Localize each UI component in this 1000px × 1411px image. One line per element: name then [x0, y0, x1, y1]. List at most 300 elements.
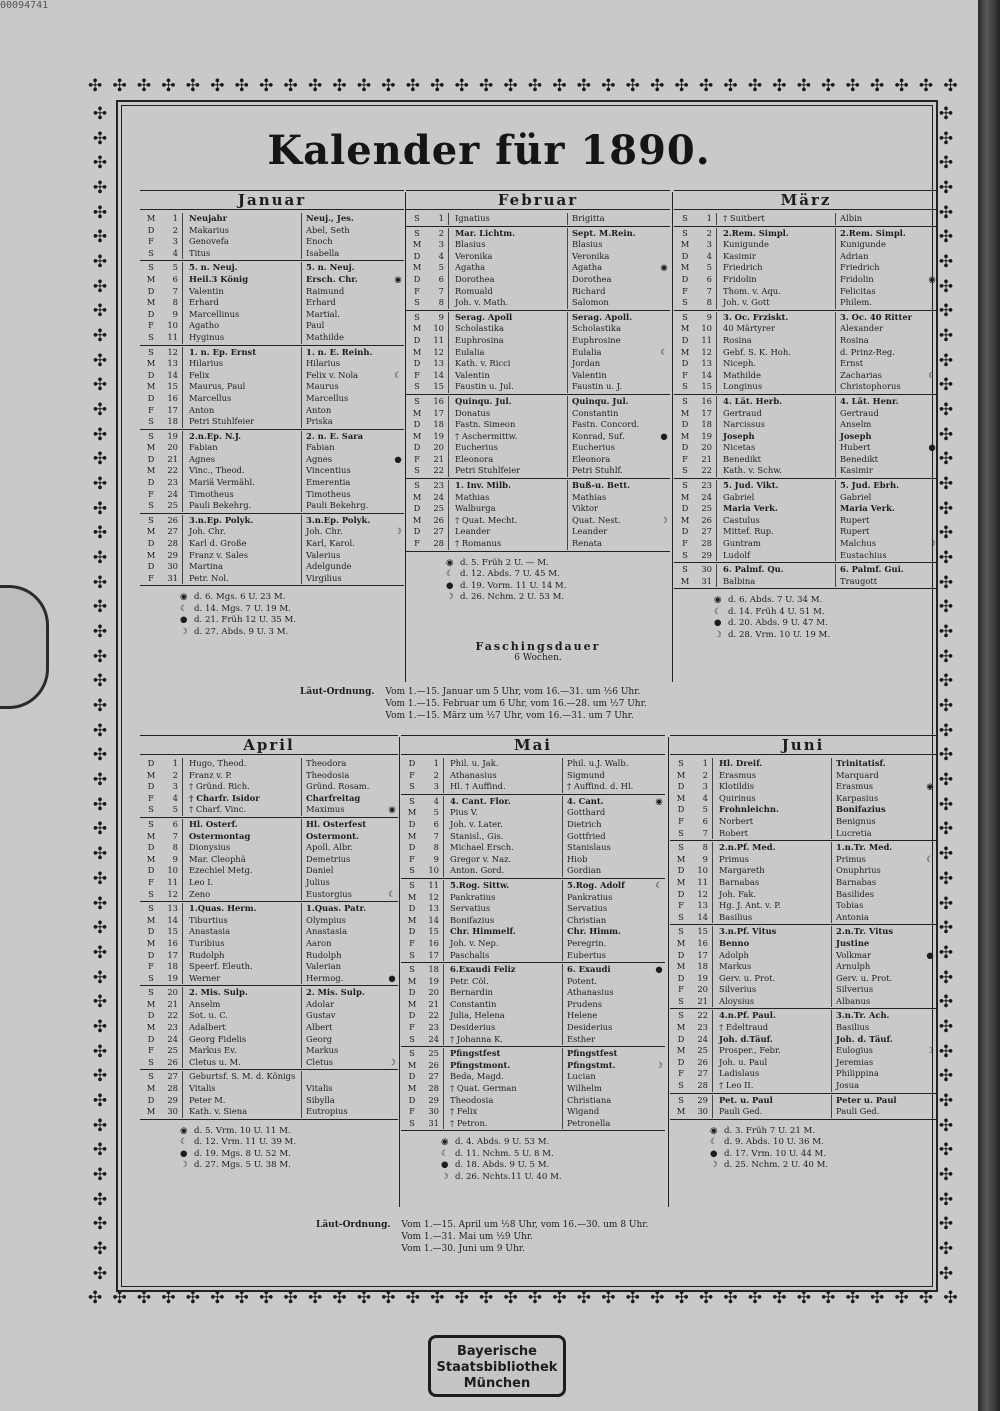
ornament-glyph: ✣	[938, 671, 954, 692]
ornament-glyph: ✣	[92, 474, 108, 495]
weekday-letter: M	[412, 407, 422, 418]
day-number: 12	[423, 892, 444, 904]
day-row	[406, 503, 670, 515]
ornament-glyph: ✣	[938, 868, 954, 889]
catholic-saint: Stanisl., Gis.	[450, 830, 504, 841]
day-row	[140, 915, 398, 927]
weekday-letter: D	[408, 1010, 416, 1021]
ornament-glyph: ✣	[894, 76, 909, 96]
ornament-glyph: ✣	[938, 893, 954, 914]
ornament-glyph: ✣	[938, 326, 954, 347]
day-row	[140, 1095, 398, 1107]
moon-phase-icon: ☾	[446, 569, 454, 580]
day-row	[674, 454, 938, 466]
protestant-saint: Hl. Osterfest	[301, 819, 386, 831]
ornament-glyph: ✣	[210, 76, 225, 96]
protestant-saint: Trinitatisf.	[831, 758, 924, 770]
column-divider	[668, 737, 669, 1207]
week-block	[406, 212, 670, 227]
ornament-glyph: ✣	[92, 720, 108, 741]
moon-phase-icon	[386, 915, 398, 927]
catholic-saint: Valentin	[189, 285, 224, 296]
ornament-glyph: ✣	[938, 1263, 954, 1284]
protestant-saint: Christophorus	[835, 381, 926, 393]
protestant-saint: Benignus	[831, 816, 924, 828]
protestant-saint: Justine	[831, 938, 924, 950]
day-row	[670, 877, 936, 889]
catholic-saint: 5. Jud. Vikt.	[723, 480, 779, 491]
day-number: 17	[423, 950, 444, 962]
weekday-letter: S	[678, 827, 684, 838]
day-number: 9	[162, 309, 183, 321]
ornament-glyph: ✣	[503, 1288, 518, 1308]
moon-phase-icon	[924, 1080, 936, 1092]
ornament-glyph: ✣	[430, 76, 445, 96]
weekday-letter: M	[146, 830, 156, 841]
catholic-saint: Aloysius	[719, 995, 755, 1006]
day-row	[670, 1057, 936, 1069]
ornament-glyph: ✣	[527, 1288, 543, 1308]
protestant-saint: 5. Jud. Ebrh.	[835, 480, 926, 492]
catholic-saint: Makarius	[189, 224, 230, 235]
catholic-saint: Speerf. Eleuth.	[189, 961, 253, 972]
day-row	[401, 807, 665, 819]
weekday-letter: D	[677, 781, 685, 792]
day-row	[670, 804, 936, 816]
day-row	[401, 770, 665, 782]
weekday-letter: S	[678, 911, 684, 922]
catholic-saint: 2.n.Pf. Med.	[719, 842, 776, 853]
moon-phase-icon	[653, 938, 665, 950]
protestant-saint: Enoch	[301, 236, 392, 248]
day-number: 25	[692, 1045, 713, 1057]
weekday-letter: M	[676, 937, 686, 948]
day-row	[670, 1010, 936, 1022]
day-number: 1	[692, 758, 713, 770]
moon-phase-icon	[658, 358, 670, 370]
catholic-saint: Fabian	[189, 442, 218, 453]
ornament-glyph: ✣	[938, 375, 954, 396]
day-number: 12	[162, 347, 183, 359]
weekday-letter: S	[148, 430, 154, 441]
day-row	[674, 408, 938, 420]
ornament-glyph: ✣	[938, 1041, 954, 1062]
catholic-saint: Hyginus	[189, 331, 225, 342]
catholic-saint: Marcellus	[189, 392, 232, 403]
day-number: 18	[692, 961, 713, 973]
moon-phase-icon	[926, 213, 938, 225]
ornament-glyph: ✣	[938, 128, 954, 149]
protestant-saint: Antonia	[831, 912, 924, 924]
moon-phase-time: d. 20. Abds. 9 U. 47 M.	[728, 618, 828, 629]
catholic-saint: Pfingstfest	[450, 1048, 501, 1059]
day-number: 26	[428, 515, 449, 527]
moon-phase-icon: ◉	[714, 595, 722, 606]
day-number: 8	[428, 297, 449, 309]
day-row	[140, 489, 404, 501]
ornament-glyph: ✣	[601, 76, 616, 96]
catholic-saint: Anton. Gord.	[450, 865, 505, 876]
catholic-saint: Faustin u. Jul.	[455, 381, 514, 392]
catholic-saint: † Charf. Vinc.	[189, 804, 247, 815]
moon-phase-icon	[658, 480, 670, 492]
catholic-saint: 2.n.Ep. N.J.	[189, 430, 242, 441]
day-row	[401, 854, 665, 866]
day-row	[140, 320, 404, 332]
moon-phase-icon: ☽	[926, 1045, 934, 1056]
catholic-saint: Agnes	[189, 453, 216, 464]
moon-phase-icon	[658, 454, 670, 466]
moon-phase-icon	[926, 419, 938, 431]
day-row	[674, 286, 938, 298]
protestant-saint: 4. Cant.	[562, 796, 653, 808]
catholic-saint: Petr. Nol.	[189, 572, 229, 583]
weekday-letter: S	[682, 381, 688, 392]
weekday-letter: S	[414, 213, 420, 223]
day-number: 28	[162, 1083, 183, 1095]
moon-phase-icon	[386, 831, 398, 843]
protestant-saint: 6. Exaudi	[562, 964, 653, 976]
weekday-letter: M	[680, 407, 690, 418]
week-block	[140, 1070, 398, 1119]
ornament-glyph: ✣	[938, 178, 954, 199]
catholic-saint: Vinc., Theod.	[189, 465, 245, 476]
week-block	[674, 212, 938, 227]
catholic-saint: Chr. Himmelf.	[450, 926, 516, 937]
protestant-saint: Wigand	[562, 1106, 653, 1118]
weekday-letter: S	[409, 964, 415, 975]
week-block	[406, 395, 670, 479]
day-row	[140, 877, 398, 889]
protestant-saint: Eulalia	[567, 347, 658, 359]
catholic-saint: Geburtsf. S. M. d. Königs	[189, 1071, 296, 1082]
day-number: 18	[162, 416, 183, 428]
moon-phase-icon	[658, 239, 670, 251]
ornament-glyph: ✣	[92, 745, 108, 766]
day-number: 21	[428, 454, 449, 466]
moon-phase-icon	[386, 1071, 398, 1083]
ornament-glyph: ✣	[938, 646, 954, 667]
ornament-glyph: ✣	[938, 104, 954, 124]
day-number: 24	[162, 489, 183, 501]
day-number: 22	[692, 1010, 713, 1022]
catholic-saint: 2.Rem. Simpl.	[723, 227, 789, 238]
ornament-glyph: ✣	[938, 227, 954, 248]
day-number: 16	[428, 396, 449, 408]
day-row	[140, 500, 404, 512]
day-number: 7	[428, 286, 449, 298]
catholic-saint: Anastasia	[189, 926, 231, 937]
protestant-saint: Fridolin	[835, 274, 926, 286]
weekday-letter: M	[146, 853, 156, 864]
weekday-letter: M	[407, 975, 417, 986]
catholic-saint: Mar. Cleophä	[189, 853, 246, 864]
day-number: 17	[428, 408, 449, 420]
day-row	[406, 370, 670, 382]
weekday-letter: D	[681, 442, 689, 453]
protestant-saint: Priska	[301, 416, 392, 428]
moon-phase-icon	[386, 938, 398, 950]
moon-phase-icon	[653, 807, 665, 819]
moon-phase-icon: ●	[660, 430, 668, 441]
protestant-saint: Gerv. u. Prot.	[831, 973, 924, 985]
moon-phase-icon	[658, 442, 670, 454]
protestant-saint: Theodora	[301, 758, 386, 770]
day-number: 31	[423, 1118, 444, 1130]
month-block-februar	[406, 190, 670, 604]
protestant-saint: Eustorgius	[301, 889, 386, 901]
catholic-saint: Franz v. Sales	[189, 549, 248, 560]
day-row	[674, 492, 938, 504]
catholic-saint: Fastn. Simeon	[455, 419, 516, 430]
protestant-saint: Salomon	[567, 297, 658, 309]
protestant-saint: Petronella	[562, 1118, 653, 1130]
weekday-letter: D	[408, 842, 416, 853]
ornament-glyph: ✣	[454, 1288, 469, 1308]
protestant-saint: Quat. Nest.	[567, 515, 658, 527]
day-row	[670, 973, 936, 985]
moon-phase-icon	[653, 865, 665, 877]
moon-phase-icon	[386, 987, 398, 999]
weekday-letter: S	[682, 480, 688, 491]
ornament-glyph: ✣	[112, 1288, 127, 1308]
month-name: April	[140, 735, 398, 755]
protestant-saint: Pfingstfest	[562, 1048, 653, 1060]
catholic-saint: Joh. v. Later.	[450, 818, 503, 829]
catholic-saint: Erasmus	[719, 769, 757, 780]
moon-phase-row	[180, 592, 404, 604]
weekday-letter: S	[682, 297, 688, 308]
day-number: 2	[692, 770, 713, 782]
protestant-saint: Mathilde	[301, 332, 392, 344]
day-number: 28	[162, 538, 183, 550]
weekday-letter: M	[412, 346, 422, 357]
protestant-saint: Aaron	[301, 938, 386, 950]
moon-phase-icon: ☽	[180, 1160, 188, 1171]
protestant-saint: Petri Stuhlf.	[567, 465, 658, 477]
catholic-saint: Pfingstmont.	[450, 1059, 511, 1070]
catholic-saint: 5. n. Neuj.	[189, 262, 238, 273]
day-number: 17	[692, 950, 713, 962]
page-title: Kalender für 1890.	[267, 127, 711, 174]
moon-phase-icon	[653, 770, 665, 782]
ornament-glyph: ✣	[92, 1238, 108, 1259]
moon-phase-icon	[924, 912, 936, 924]
weekday-letter: D	[681, 250, 689, 261]
protestant-saint: Charfreitag	[301, 793, 386, 805]
day-row	[140, 526, 404, 538]
catholic-saint: 6.Exaudi Feliz	[450, 964, 516, 975]
moon-phase-icon: ●	[926, 949, 934, 960]
day-number: 5	[162, 804, 183, 816]
weekday-letter: D	[408, 1071, 416, 1082]
catholic-saint: 4. Lät. Herb.	[723, 395, 783, 406]
moon-phase-time: d. 14. Mgs. 7 U. 19 M.	[194, 603, 291, 614]
weekday-letter: D	[147, 1094, 155, 1105]
catholic-saint: Mar. Lichtm.	[455, 227, 516, 238]
day-row	[140, 854, 398, 866]
week-block	[401, 1047, 665, 1131]
day-row	[401, 1071, 665, 1083]
moon-phase-icon	[926, 335, 938, 347]
day-row	[674, 442, 938, 454]
ornament-glyph: ✣	[870, 76, 885, 96]
day-row	[674, 213, 938, 225]
day-number: 8	[696, 297, 717, 309]
ornament-glyph: ✣	[92, 400, 108, 421]
ornament-glyph: ✣	[185, 1288, 200, 1308]
day-row	[140, 1034, 398, 1046]
weekday-letter: S	[148, 888, 154, 899]
day-row	[406, 286, 670, 298]
ornament-glyph: ✣	[92, 301, 108, 322]
ornament-glyph: ✣	[307, 1288, 323, 1308]
day-row	[401, 1095, 665, 1107]
day-row	[670, 961, 936, 973]
ornament-border-left	[90, 104, 110, 1284]
catholic-saint: 4. Cant. Flor.	[450, 795, 511, 806]
catholic-saint: Kasimir	[723, 250, 756, 261]
day-number: 26	[692, 1057, 713, 1069]
day-number: 6	[692, 816, 713, 828]
protestant-saint: Adrian	[835, 251, 926, 263]
ornament-glyph: ✣	[796, 76, 811, 96]
ornament-glyph: ✣	[259, 76, 274, 96]
week-block	[401, 795, 665, 879]
day-number: 17	[696, 408, 717, 420]
day-row	[406, 239, 670, 251]
moon-phase-icon	[924, 900, 936, 912]
catholic-saint: Neujahr	[189, 213, 228, 223]
ornament-glyph: ✣	[552, 1288, 567, 1308]
day-row	[406, 381, 670, 393]
catholic-saint: Titus	[189, 247, 211, 258]
weekday-letter: D	[408, 926, 416, 937]
moon-phase-icon	[386, 926, 398, 938]
day-row	[140, 865, 398, 877]
protestant-saint: Eubertus	[562, 950, 653, 962]
catholic-saint: Kath. v. Ricci	[455, 358, 511, 369]
day-row	[140, 393, 404, 405]
day-row	[401, 987, 665, 999]
day-row	[674, 239, 938, 251]
moon-phase-icon: ●	[710, 1148, 718, 1159]
weekday-letter: S	[409, 1117, 415, 1128]
day-number: 3	[162, 236, 183, 248]
moon-phase-icon	[392, 225, 404, 237]
catholic-saint: Karl d. Große	[189, 538, 247, 549]
moon-phase-icon	[926, 396, 938, 408]
day-row	[140, 477, 404, 489]
day-number: 14	[162, 370, 183, 382]
day-number: 12	[162, 889, 183, 901]
moon-phase-icon	[658, 251, 670, 263]
catholic-saint: Quirinus	[719, 792, 756, 803]
ornament-glyph: ✣	[845, 1288, 860, 1308]
protestant-saint: Gründ. Rosam.	[301, 781, 386, 793]
ornament-glyph: ✣	[92, 597, 108, 618]
catholic-saint: † Johanna K.	[450, 1033, 503, 1044]
day-row	[670, 758, 936, 770]
ornament-glyph: ✣	[92, 1189, 108, 1210]
protestant-saint: 2. Mis. Sulp.	[301, 987, 386, 999]
day-row	[140, 950, 398, 962]
moon-phase-icon	[653, 999, 665, 1011]
moon-phase-icon	[658, 228, 670, 240]
catholic-saint: Gerv. u. Prot.	[719, 972, 776, 983]
weekday-letter: M	[146, 465, 156, 476]
day-number: 5	[162, 262, 183, 274]
moon-phase-icon	[386, 1022, 398, 1034]
protestant-saint: Christiana	[562, 1095, 653, 1107]
protestant-saint: Agatha	[567, 262, 658, 274]
protestant-saint: Leander	[567, 526, 658, 538]
day-row	[140, 793, 398, 805]
protestant-saint: Rudolph	[301, 950, 386, 962]
protestant-saint: Fabian	[301, 442, 392, 454]
weekday-letter: S	[148, 247, 154, 258]
ornament-glyph: ✣	[92, 498, 108, 519]
catholic-saint: Gebf. S. K. Hoh.	[723, 346, 791, 357]
ornament-glyph: ✣	[92, 104, 108, 124]
ornament-glyph: ✣	[92, 375, 108, 396]
ornament-glyph: ✣	[938, 548, 954, 569]
moon-phase-row	[441, 1172, 665, 1184]
ornament-glyph: ✣	[92, 646, 108, 667]
ornament-glyph: ✣	[92, 202, 108, 223]
catholic-saint: Theodosia	[450, 1094, 494, 1105]
moon-phase-icon: ◉	[928, 273, 936, 284]
catholic-saint: Mittef. Rup.	[723, 526, 774, 537]
catholic-saint: Constantin	[450, 998, 497, 1009]
day-number: 27	[162, 1071, 183, 1083]
day-row	[406, 442, 670, 454]
weekday-letter: M	[407, 998, 417, 1009]
moon-phase-icon	[658, 297, 670, 309]
week-block	[140, 261, 404, 345]
day-number: 16	[162, 393, 183, 405]
protestant-saint: Arnulph	[831, 961, 924, 973]
day-row	[670, 854, 936, 866]
day-number: 30	[162, 1106, 183, 1118]
catholic-saint: † Charfr. Isidor	[189, 792, 260, 803]
day-row	[670, 938, 936, 950]
protestant-saint: Karl, Karol.	[301, 538, 392, 550]
ornament-glyph: ✣	[747, 1288, 763, 1308]
day-number: 15	[696, 381, 717, 393]
weekday-letter: S	[409, 865, 415, 876]
catholic-saint: Petri Stuhlfeier	[455, 465, 521, 476]
moon-phase-time: d. 5. Vrm. 10 U. 11 M.	[194, 1125, 291, 1136]
weekday-letter: D	[408, 818, 416, 829]
catholic-saint: Phil. u. Jak.	[450, 758, 499, 768]
day-row	[406, 408, 670, 420]
ornament-glyph: ✣	[918, 76, 934, 96]
weekday-letter: M	[146, 526, 156, 537]
ornament-glyph: ✣	[938, 967, 954, 988]
ornament-glyph: ✣	[938, 1214, 954, 1235]
moon-phase-icon	[386, 961, 398, 973]
moon-phase-icon	[926, 358, 938, 370]
moon-phase-icon: ●	[180, 1148, 188, 1159]
weekday-letter: F	[148, 876, 154, 887]
moon-phase-icon	[658, 503, 670, 515]
day-row	[140, 286, 404, 298]
catholic-saint: 2. Mis. Sulp.	[189, 987, 248, 998]
ornament-glyph: ✣	[938, 1140, 954, 1161]
weekday-letter: D	[681, 503, 689, 514]
month-block-april	[140, 735, 398, 1172]
